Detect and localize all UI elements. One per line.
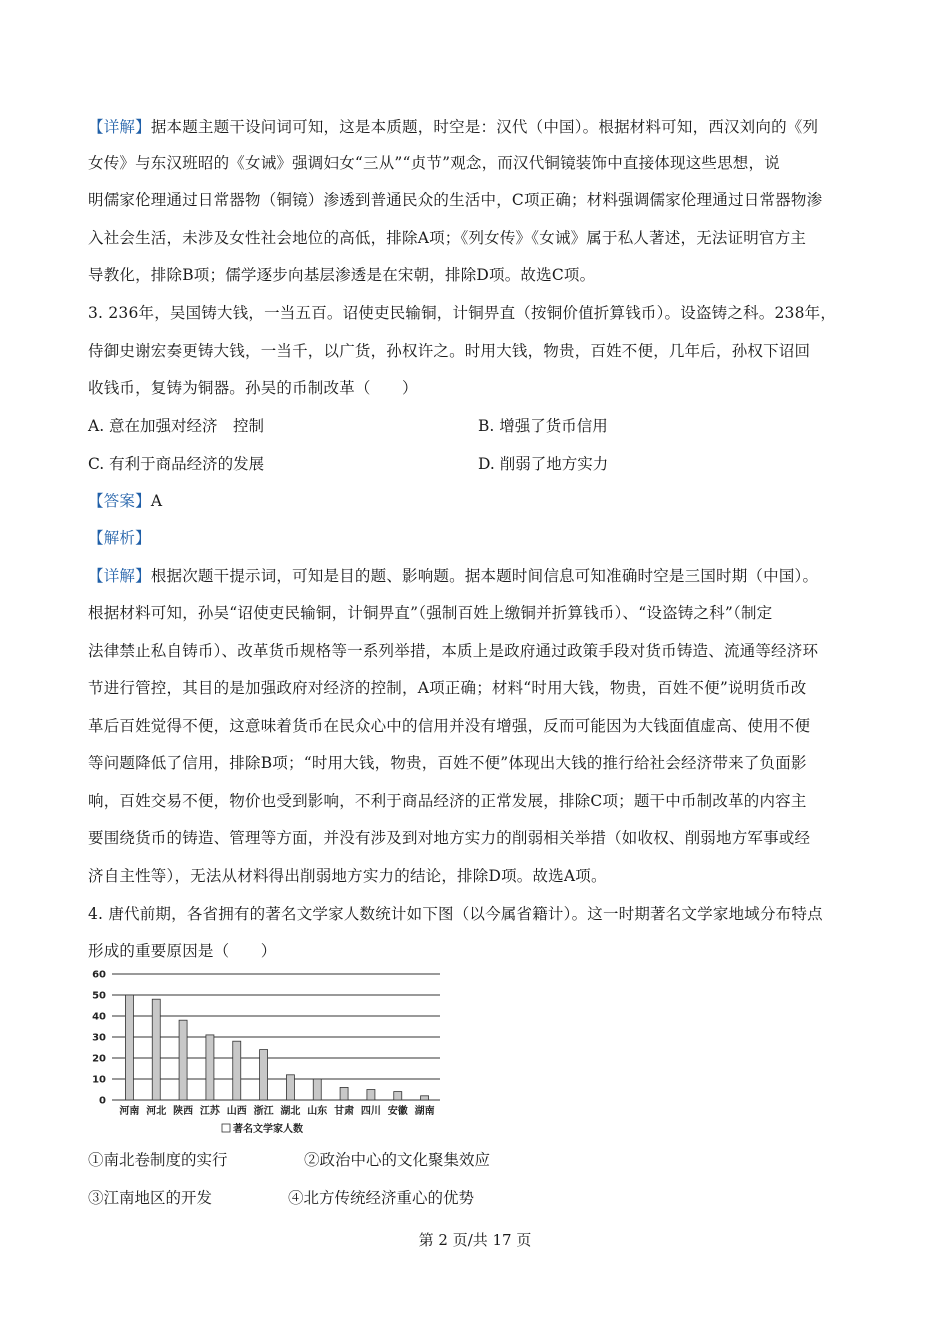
q3-answer-line bbox=[88, 491, 868, 511]
x-tick-label: 河北 bbox=[146, 1106, 167, 1117]
bar-安徽 bbox=[394, 1092, 402, 1100]
x-tick-label: 山西 bbox=[226, 1106, 247, 1117]
bar-河南 bbox=[125, 995, 133, 1100]
q2-explain-line-2: 女传》与东汉班昭的《女诫》强调妇女“三从”“贞节”观念，而汉代铜镜装饰中直接体现这些思想，说 bbox=[88, 154, 780, 172]
q3-stem-line-1: 3. 236年，吴国铸大钱，一当五百。诏使吏民输铜，计铜畀直（按铜价值折算钱币）。设盗铸之科。238年， bbox=[88, 304, 837, 322]
y-tick-label: 40 bbox=[92, 1011, 106, 1023]
x-tick-label: 安徽 bbox=[387, 1106, 408, 1117]
q3-explain-line-2: 根据材料可知，孙吴“诏使吏民输铜，计铜畀直”（强制百姓上缴铜并折算钱币）、“设盗铸之科”（制定 bbox=[88, 604, 773, 622]
q3-option-a: A. 意在加强对经济 控制 bbox=[88, 417, 265, 435]
bar-山西 bbox=[233, 1041, 241, 1100]
q3-option-c: C. 有利于商品经济的发展 bbox=[88, 455, 265, 473]
q3-option-d: D. 削弱了地方实力 bbox=[478, 455, 609, 473]
q2-explain-line-1: 【详解】据本题主题干设问词可知，这是本质题，时空是：汉代（中国）。根据材料可知，西汉刘向的《列 bbox=[88, 118, 819, 136]
bar-山东 bbox=[313, 1079, 321, 1100]
q4-option-2: ②政治中心的文化聚集效应 bbox=[304, 1151, 491, 1169]
q4-option-3: ③江南地区的开发 bbox=[88, 1189, 213, 1207]
bar-浙江 bbox=[260, 1050, 268, 1100]
q3-explain-line-9: 济自主性等），无法从材料得出削弱地方实力的结论，排除D项。故选A项。 bbox=[88, 867, 607, 885]
y-tick-label: 20 bbox=[92, 1053, 106, 1065]
q3-stem-line-3: 收钱币，复铸为铜器。孙吴的币制改革（ ） bbox=[88, 379, 418, 397]
x-tick-label: 湖北 bbox=[280, 1106, 301, 1117]
x-tick-label: 陕西 bbox=[173, 1106, 194, 1117]
x-tick-label: 河南 bbox=[119, 1106, 140, 1117]
q4-stem-line-2: 形成的重要原因是（ ） bbox=[88, 942, 277, 960]
q3-explain-line-5: 革后百姓觉得不便，这意味着货币在民众心中的信用并没有增强，反而可能因为大钱面值虚高、使用不便 bbox=[88, 717, 811, 735]
q4-stem-line-1: 4. 唐代前期，各省拥有的著名文学家人数统计如下图（以今属省籍计）。这一时期著名文学家地域分布特点 bbox=[88, 905, 823, 923]
q2-explain-line-3: 明儒家伦理通过日常器物（铜镜）渗透到普通民众的生活中，C项正确；材料强调儒家伦理通过日常器物渗 bbox=[88, 191, 823, 209]
bar-陕西 bbox=[179, 1020, 187, 1100]
q3-explain-line-1: 【详解】根据次题干提示词，可知是目的题、影响题。据本题时间信息可知准确时空是三国时期（中国）。 bbox=[88, 567, 819, 585]
page-footer: 第 2 页/共 17 页 bbox=[418, 1231, 532, 1249]
y-tick-label: 0 bbox=[99, 1095, 106, 1107]
bar-河北 bbox=[152, 999, 160, 1100]
x-tick-label: 江苏 bbox=[199, 1106, 220, 1117]
y-tick-label: 50 bbox=[92, 990, 106, 1002]
q2-explain-line-5: 导教化，排除B项；儒学逐步向基层渗透是在宋朝，排除D项。故选C项。 bbox=[88, 266, 596, 284]
q3-explain-line-3: 法律禁止私自铸币）、改革货币规格等一系列举措，本质上是政府通过政策手段对货币铸造、流通等经济环 bbox=[88, 642, 819, 660]
bar-江苏 bbox=[206, 1035, 214, 1100]
q4-option-1: ①南北卷制度的实行 bbox=[88, 1151, 228, 1169]
q3-analysis-label-line bbox=[88, 528, 868, 548]
detail-label: 【详解】 bbox=[88, 118, 151, 136]
q3-option-b: B. 增强了货币信用 bbox=[478, 417, 608, 435]
analysis-label: 【解析】 bbox=[88, 529, 151, 547]
bar-甘肃 bbox=[340, 1087, 348, 1100]
y-tick-label: 10 bbox=[92, 1074, 106, 1086]
legend-label: 著名文学家人数 bbox=[233, 1124, 303, 1135]
q3-explain-line-4: 节进行管控，其目的是加强政府对经济的控制，A项正确；材料“时用大钱，物贵，百姓不便”说明货币改 bbox=[88, 679, 807, 697]
x-tick-label: 甘肃 bbox=[334, 1106, 355, 1117]
x-tick-label: 四川 bbox=[360, 1106, 381, 1117]
q3-answer: A bbox=[150, 492, 163, 510]
answer-label: 【答案】 bbox=[88, 492, 151, 510]
x-tick-label: 湖南 bbox=[414, 1106, 435, 1117]
detail-label: 【详解】 bbox=[88, 567, 151, 585]
x-tick-label: 浙江 bbox=[253, 1106, 274, 1117]
y-tick-label: 30 bbox=[92, 1032, 106, 1044]
writers-bar-chart bbox=[82, 964, 452, 1138]
q3-explain-line-7: 响，百姓交易不便，物价也受到影响，不利于商品经济的正常发展，排除C项；题干中币制改革的内容主 bbox=[88, 792, 807, 810]
q3-stem-line-2: 侍御史谢宏奏更铸大钱，一当千，以广货，孙权许之。时用大钱，物贵，百姓不便，几年后，孙权下诏回 bbox=[88, 342, 811, 360]
q4-option-4: ④北方传统经济重心的优势 bbox=[288, 1189, 475, 1207]
q3-explain-line-6: 等问题降低了信用，排除B项；“时用大钱，物贵，百姓不便”体现出大钱的推行给社会经济带来了负面影 bbox=[88, 754, 807, 772]
y-tick-label: 60 bbox=[92, 969, 106, 981]
q3-explain-line-8: 要围绕货币的铸造、管理等方面，并没有涉及到对地方实力的削弱相关举措（如收权、削弱地方军事或经 bbox=[88, 829, 811, 847]
bar-湖南 bbox=[421, 1096, 429, 1100]
q2-explain-line-4: 入社会生活，未涉及女性社会地位的高低，排除A项；《列女传》《女诫》属于私人著述，无法证明官方主 bbox=[88, 229, 807, 247]
x-tick-label: 山东 bbox=[307, 1106, 328, 1117]
bar-湖北 bbox=[286, 1075, 294, 1100]
bar-四川 bbox=[367, 1090, 375, 1101]
legend-swatch bbox=[222, 1124, 230, 1132]
